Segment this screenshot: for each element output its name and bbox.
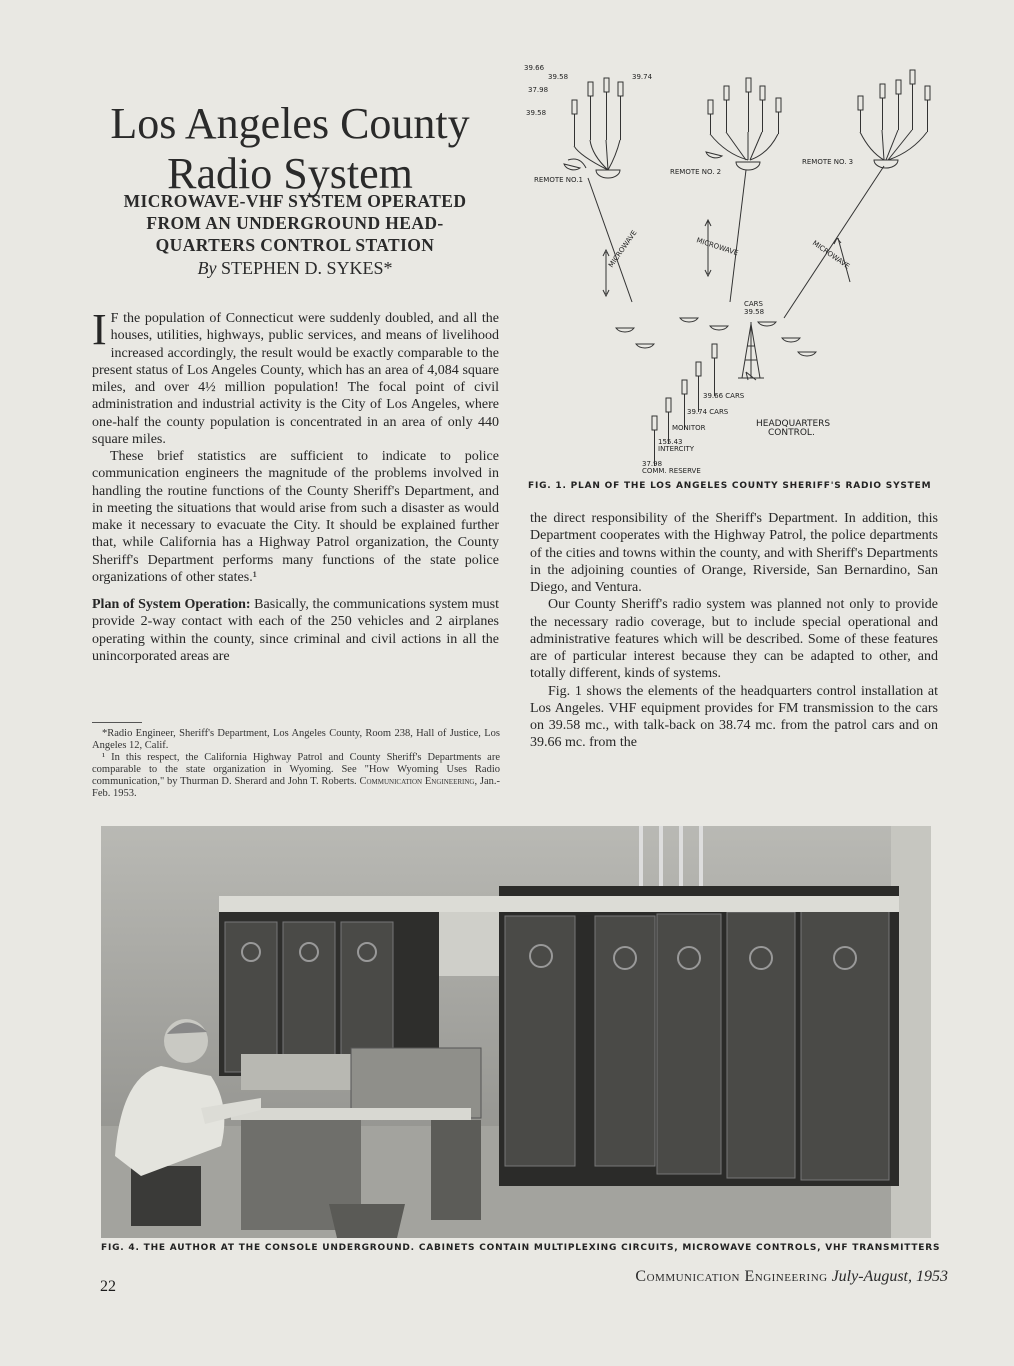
hq-control-label-1: HEADQUARTERS: [756, 419, 831, 429]
hq-label-3798: 37.98: [642, 460, 663, 468]
waste-basket: [329, 1204, 405, 1238]
article-subtitle: [80, 190, 510, 256]
cars-frequency: 39.58: [744, 308, 765, 316]
remote-1-label: REMOTE NO.1: [534, 176, 583, 184]
remote-2-label: REMOTE NO. 2: [670, 168, 722, 176]
issue-date: July-August, 1953: [831, 1268, 948, 1285]
body-column-right: [530, 510, 938, 752]
operator-console-desk: [231, 1048, 481, 1230]
remote-3-label: REMOTE NO. 3: [802, 158, 854, 166]
remote-1-antenna-array: [524, 64, 653, 184]
hq-label-3966-cars: 39.66 CARS: [703, 392, 745, 400]
hq-label-3974-cars: 39.74 CARS: [687, 408, 729, 416]
subtitle-line-3: QUARTERS CONTROL STATION: [155, 235, 435, 255]
byline: [80, 258, 510, 279]
footnote-author: *Radio Engineer, Sheriff's Department, Los Angeles County, Room 238, Hall of Justice, Los Angeles 12, Calif.: [92, 728, 500, 751]
freq-label-3974: 39.74: [632, 73, 653, 81]
body-column-left: [92, 305, 500, 665]
microwave-label-3: MICROWAVE: [810, 239, 852, 271]
cars-transmitter-tower: [738, 322, 764, 380]
fig4-photo-illustration: [101, 826, 931, 1238]
hq-label-monitor: MONITOR: [672, 424, 706, 432]
freq-label-3958-b: 39.58: [526, 109, 547, 117]
fig4-photo: [101, 826, 931, 1238]
remote-2-antenna-array: [706, 78, 781, 170]
drop-cap: I: [92, 305, 107, 354]
page-number: 22: [100, 1278, 116, 1295]
running-footer: [563, 1268, 948, 1286]
byline-author: STEPHEN D. SYKES*: [220, 258, 393, 278]
footnote-1-date: Jan.-Feb. 1953.: [92, 776, 501, 799]
hq-label-intercity: INTERCITY: [658, 445, 695, 453]
fig1-system-diagram: [520, 60, 950, 480]
title-line-1: Los Angeles County: [110, 99, 470, 149]
title-line-2: Radio System: [167, 149, 413, 199]
paragraph-planned: Our County Sheriff's radio system was planned not only to provide the necessary radio coverage, but to include special operational and administrative features which will be described. Some of these features are of particular interest because they can be adapted to other, and totally different, kinds of systems.: [530, 597, 938, 682]
paragraph-responsibility: the direct responsibility of the Sheriff's Department. In addition, this Department cooperates with the Highway Patrol, the police departments of the cities and towns within the county, and with Sheriff's Departments in the adjoining counties of Orange, Riverside, San Bernardino, San Diego, and Ventura.: [530, 511, 938, 595]
section-heading-plan: Plan of System Operation:: [92, 597, 251, 612]
paragraph-intro: [92, 305, 499, 448]
freq-label-3966: 39.66: [524, 64, 545, 72]
cars-label: CARS: [744, 300, 763, 308]
paragraph-plan: [92, 596, 499, 665]
journal-name: Communication Engineering: [635, 1268, 828, 1285]
footnote-1-journal: Communication Engineering,: [359, 776, 478, 787]
paragraph-plan-text: Basically, the communications system must provide 2-way contact with each of the 250 vehicles and 2 airplanes operating within the county, since criminal and civil actions in all the unincorporated areas are: [92, 597, 500, 664]
freq-label-3958-a: 39.58: [548, 73, 569, 81]
footnote-1-text: ¹ In this respect, the California Highway Patrol and County Sheriff's Departments are comparable to the state organization in Wyoming. See "How Wyoming Uses Radio communication," by Thurman D. Sherard and John T. Roberts.: [92, 752, 500, 787]
hq-label-comm-reserve: COMM. RESERVE: [642, 467, 701, 475]
article-title: [70, 99, 510, 199]
fig1-caption: FIG. 1. PLAN OF THE LOS ANGELES COUNTY SHERIFF'S RADIO SYSTEM: [528, 481, 932, 491]
byline-by: By: [197, 258, 217, 278]
remote-3-antenna-array: [858, 70, 930, 168]
footnotes: [92, 728, 500, 800]
footnote-1: [92, 752, 500, 800]
fig4-caption: FIG. 4. THE AUTHOR AT THE CONSOLE UNDERGROUND. CABINETS CONTAIN MULTIPLEXING CIRCUITS, MICROWAVE CONTROLS, VHF TRANSMITTERS: [101, 1243, 941, 1253]
paragraph-fig1: Fig. 1 shows the elements of the headquarters control installation at Los Angeles. VHF equipment provides for FM transmission to the cars on 39.58 mc., with talk-back on 38.74 mc. from the patrol cars and on 39.66 mc. from the: [530, 683, 938, 751]
footnote-rule: [92, 722, 142, 723]
microwave-label-2: MICROWAVE: [695, 236, 740, 258]
hq-control-label-2: CONTROL.: [768, 428, 815, 438]
subtitle-line-1: MICROWAVE-VHF SYSTEM OPERATED: [123, 191, 467, 211]
hq-label-15543: 155.43: [658, 438, 683, 446]
subtitle-line-2: FROM AN UNDERGROUND HEAD-: [146, 213, 444, 233]
microwave-label-1: MICROWAVE: [607, 228, 639, 270]
freq-label-3798: 37.98: [528, 86, 549, 94]
paragraph-statistics: These brief statistics are sufficient to indicate to police communication engineers the magnitude of the problems involved in handling the routine functions of the County Sheriff's Department, and in meeting the situations that would arise from such a disaster as would make it necessary to evacuate the City. It should be explained further that, while California has a Highway Patrol organization, the County Sheriff's Department performs many functions of the state police organizations of other states.¹: [92, 449, 499, 585]
paragraph-intro-text: F the population of Connecticut were suddenly doubled, and all the houses, utilities, highways, public services, and means of livelihood increased accordingly, the result would be exactly comparable to the present status of Los Angeles County, which has an area of 4,084 square miles, and over 4½ million population! The focal point of civil administration and industrial activity is the City of Los Angeles, where one-half the county population is concentrated in an area of only 440 square miles.: [92, 311, 499, 447]
